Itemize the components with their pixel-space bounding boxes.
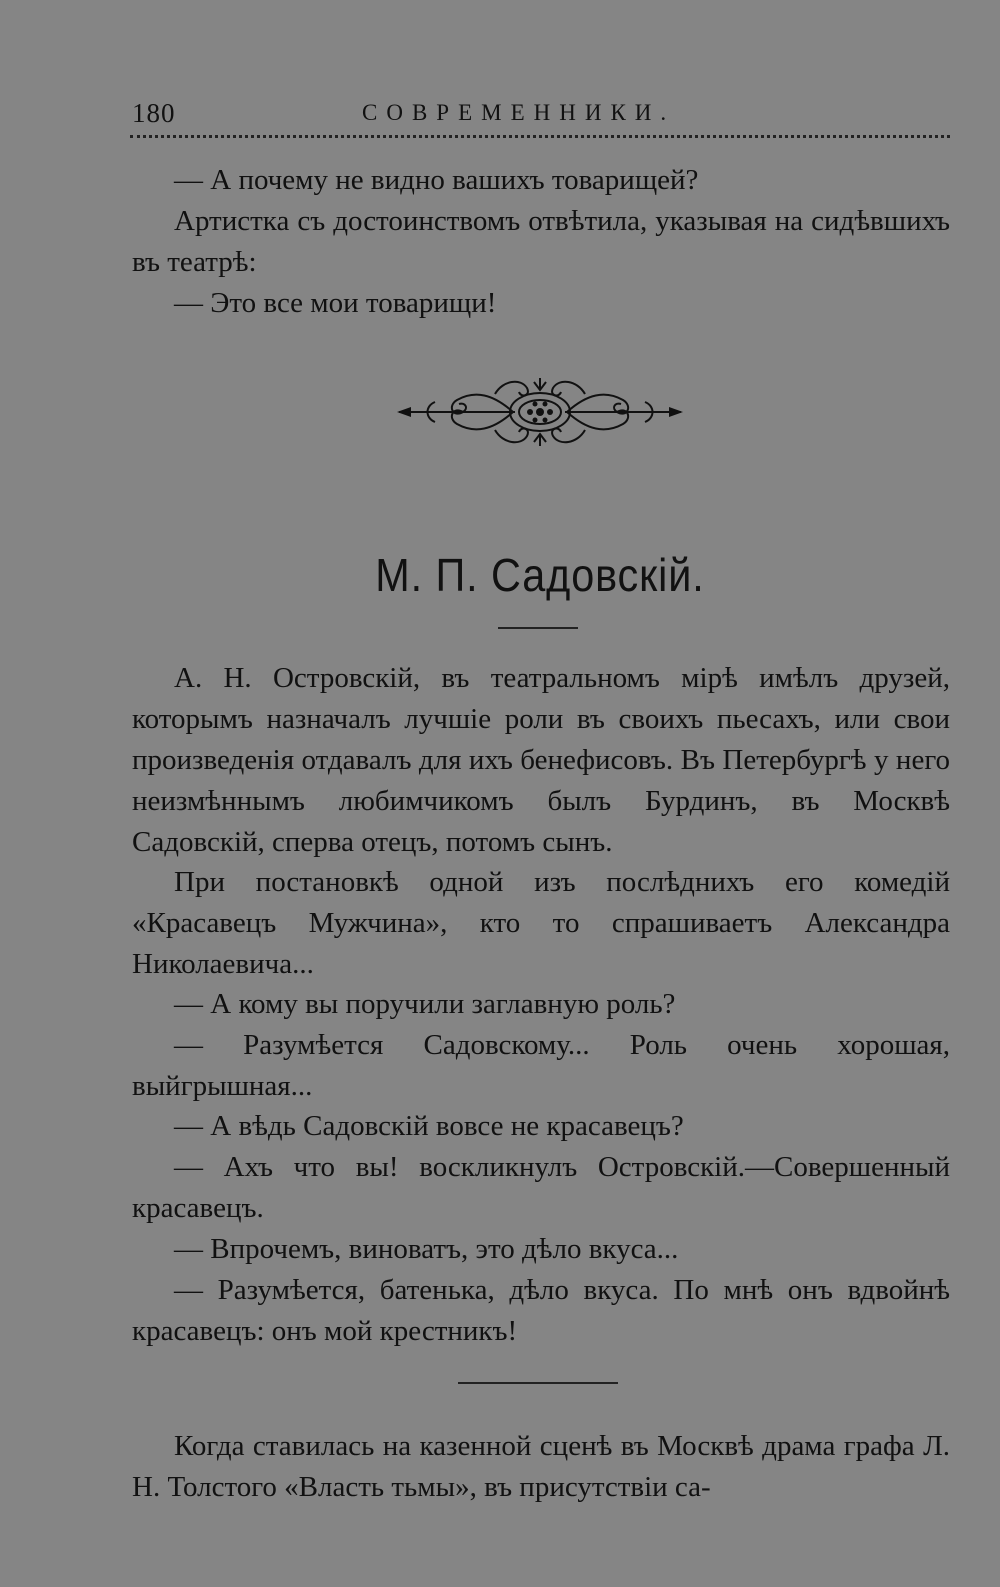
dialogue-line: — Это все мои товарищи! <box>174 287 497 319</box>
dialogue-line: — А кому вы поручили заглавную роль? <box>174 988 676 1020</box>
header-divider <box>130 135 950 138</box>
dialogue-line: — Впрочемъ, виноватъ, это дѣло вкуса... <box>174 1233 679 1265</box>
running-title: СОВРЕМЕННИКИ. <box>362 100 676 125</box>
dialogue-line: — Разумѣется Садовскому... Роль очень хорошая, выйгрышная... <box>132 1029 950 1102</box>
narration-paragraph: Артистка съ достоинствомъ отвѣтила, указывая на сидѣвшихъ въ театрѣ: <box>132 205 950 278</box>
page-header <box>132 98 950 134</box>
section-divider <box>458 1382 618 1384</box>
dialogue-line: — Ахъ что вы! воскликнулъ Островскій.—Совершенный красавецъ. <box>132 1151 950 1224</box>
body-paragraph: При постановкѣ одной изъ послѣднихъ его комедій «Красавецъ Мужчина», кто то спрашиваетъ Александра Николаевича... <box>132 866 950 980</box>
decorative-vignette-icon <box>395 372 685 452</box>
body-paragraph: Когда ставилась на казенной сценѣ въ Москвѣ драма графа Л. Н. Толстого «Власть тьмы», въ присутствіи са- <box>132 1430 950 1503</box>
body-paragraph: А. Н. Островскій, въ театральномъ мірѣ имѣлъ друзей, которымъ назначалъ лучшіе роли въ своихъ пьесахъ, или свои произведенія отдавалъ для ихъ бенефисовъ. Въ Петербургѣ у него неизмѣннымъ любимчикомъ былъ Бурдинъ, въ Москвѣ Садовскій, сперва отецъ, потомъ сынъ. <box>132 662 950 858</box>
article-title: М. П. Садовскій. <box>375 549 705 601</box>
dialogue-line: — А вѣдь Садовскій вовсе не красавецъ? <box>174 1110 684 1142</box>
title-divider <box>498 627 578 629</box>
dialogue-line: — Разумѣется, батенька, дѣло вкуса. По мнѣ онъ вдвойнѣ красавецъ: онъ мой крестникъ! <box>132 1274 950 1347</box>
dialogue-line: — А почему не видно вашихъ товарищей? <box>174 164 699 196</box>
page-number: 180 <box>132 98 176 128</box>
